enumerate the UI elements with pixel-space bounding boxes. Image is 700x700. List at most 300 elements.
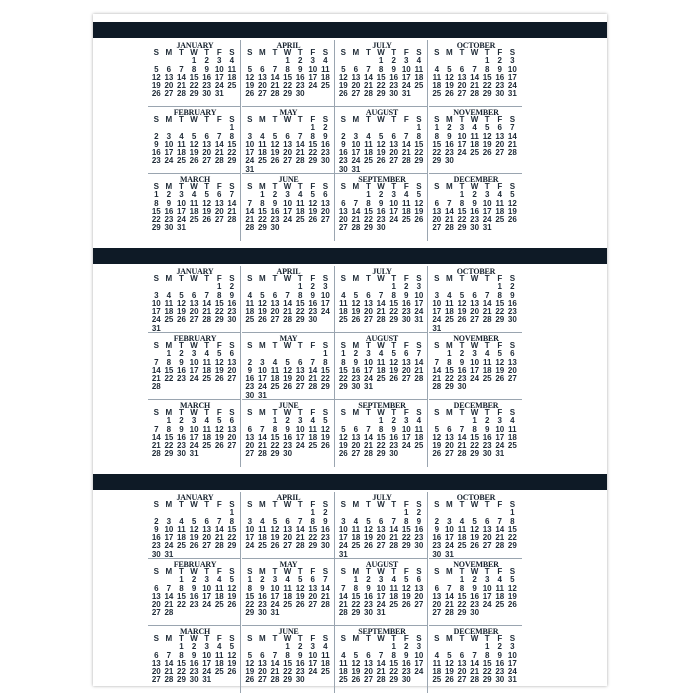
day-number: 3 xyxy=(166,131,172,141)
day-number: 30 xyxy=(401,315,411,325)
day-number: 3 xyxy=(297,416,303,426)
day-number: 30 xyxy=(401,675,411,685)
day-number: 23 xyxy=(444,148,454,158)
day-number: 6 xyxy=(260,650,265,660)
day-number: 30 xyxy=(257,608,267,618)
day-number: 30 xyxy=(389,449,399,459)
weekday-label: M xyxy=(165,48,173,57)
day-number xyxy=(481,325,494,333)
day-number: 11 xyxy=(432,658,442,668)
day-number: 23 xyxy=(495,667,505,677)
day-number: 21 xyxy=(164,600,174,610)
day-number: 21 xyxy=(270,81,280,91)
day-number: 13 xyxy=(151,658,161,668)
day-number: 22 xyxy=(245,600,255,610)
day-number: 10 xyxy=(376,583,386,593)
day-number: 23 xyxy=(151,541,161,551)
month-march xyxy=(148,626,241,693)
day-number: 25 xyxy=(507,441,517,451)
day-number: 25 xyxy=(432,675,442,685)
weekday-label: S xyxy=(247,115,253,124)
day-number: 30 xyxy=(457,382,467,392)
weekday-label: S xyxy=(153,341,159,350)
day-number: 27 xyxy=(351,89,361,99)
day-number: 11 xyxy=(339,298,348,308)
day-number: 3 xyxy=(484,575,490,585)
day-number xyxy=(319,224,332,232)
day-number: 10 xyxy=(364,357,373,367)
day-number: 4 xyxy=(472,123,477,133)
day-number: 27 xyxy=(507,374,517,384)
day-number xyxy=(213,676,226,684)
week-row xyxy=(150,383,240,391)
day-number: 16 xyxy=(320,139,330,149)
day-number xyxy=(200,383,213,391)
weekday-label: T xyxy=(179,567,184,576)
week-row xyxy=(150,316,240,324)
day-number: 18 xyxy=(295,206,305,216)
day-number: 14 xyxy=(295,139,305,149)
day-number: 6 xyxy=(229,349,235,359)
day-number xyxy=(468,383,481,391)
day-number: 24 xyxy=(495,441,505,451)
day-number: 8 xyxy=(154,198,159,208)
day-number: 25 xyxy=(414,81,424,91)
day-number: 22 xyxy=(376,441,386,451)
day-number: 6 xyxy=(434,583,440,593)
day-number: 5 xyxy=(472,516,477,526)
day-number: 1 xyxy=(459,190,465,200)
day-number: 22 xyxy=(227,148,237,158)
day-number: 5 xyxy=(341,64,346,74)
day-number: 31 xyxy=(177,223,186,233)
day-number: 18 xyxy=(457,533,467,543)
day-number: 18 xyxy=(414,432,424,442)
day-number: 15 xyxy=(283,72,293,82)
day-number: 24 xyxy=(270,600,280,610)
day-number: 23 xyxy=(470,215,480,225)
day-number: 26 xyxy=(364,541,373,551)
weekday-label: T xyxy=(272,115,278,124)
week-row xyxy=(337,450,427,458)
weekday-label: M xyxy=(352,274,360,283)
weekday-label: S xyxy=(247,48,253,57)
day-number: 11 xyxy=(495,583,504,593)
day-number: 19 xyxy=(351,307,361,317)
day-number: 13 xyxy=(295,365,305,375)
day-number: 9 xyxy=(510,290,515,300)
day-number: 21 xyxy=(202,307,212,317)
day-number xyxy=(413,224,426,232)
day-number: 21 xyxy=(376,307,386,317)
day-number: 28 xyxy=(151,382,161,392)
weekday-label: S xyxy=(509,274,516,283)
month-grid xyxy=(148,40,522,240)
day-number: 26 xyxy=(389,374,399,384)
day-number: 25 xyxy=(227,81,237,91)
day-number: 11 xyxy=(177,139,186,149)
day-number xyxy=(375,166,388,174)
day-number: 28 xyxy=(177,89,186,99)
day-number: 24 xyxy=(401,441,411,451)
day-number: 23 xyxy=(245,382,255,392)
day-number: 20 xyxy=(283,148,293,158)
day-number: 3 xyxy=(204,642,209,652)
day-number: 23 xyxy=(308,307,318,317)
day-number: 20 xyxy=(364,667,373,677)
weekday-label: F xyxy=(403,48,409,57)
day-number: 7 xyxy=(297,131,303,141)
weekday-label: T xyxy=(459,567,465,576)
day-number: 16 xyxy=(202,72,212,82)
day-number: 26 xyxy=(376,156,386,166)
weekday-label: F xyxy=(216,634,222,643)
day-number: 15 xyxy=(295,298,305,308)
day-number: 3 xyxy=(378,575,384,585)
weekday-label: S xyxy=(340,274,346,283)
day-number: 13 xyxy=(338,206,348,216)
weekday-label: T xyxy=(272,182,278,191)
day-number: 10 xyxy=(507,64,517,74)
weekday-label: T xyxy=(204,567,210,576)
day-number: 29 xyxy=(189,89,199,99)
day-number: 9 xyxy=(260,583,265,593)
day-number: 12 xyxy=(214,424,224,434)
day-number: 11 xyxy=(258,139,267,149)
day-number: 3 xyxy=(391,190,396,200)
month-name: JULY xyxy=(372,267,392,276)
day-number: 15 xyxy=(389,658,399,668)
weekday-label: S xyxy=(229,182,235,191)
week-row xyxy=(244,216,334,224)
day-number xyxy=(306,392,319,400)
weekday-label: F xyxy=(497,48,503,57)
day-number: 16 xyxy=(245,374,255,384)
weekday-label: T xyxy=(366,408,371,417)
month-october xyxy=(429,492,522,559)
month-name: MARCH xyxy=(179,627,211,636)
weekday-label: S xyxy=(247,182,253,191)
weekday-label: W xyxy=(283,500,292,509)
day-number: 29 xyxy=(470,449,480,459)
day-number: 9 xyxy=(179,424,184,434)
day-number: 4 xyxy=(260,516,265,526)
day-number: 20 xyxy=(283,533,293,543)
day-number: 6 xyxy=(285,131,290,141)
day-number: 24 xyxy=(283,215,293,225)
day-number: 19 xyxy=(308,206,318,216)
weekday-label: S xyxy=(416,341,422,350)
day-number: 19 xyxy=(177,307,186,317)
day-number: 17 xyxy=(401,432,411,442)
day-number: 3 xyxy=(497,416,502,426)
weekday-label: W xyxy=(283,567,292,576)
day-number: 15 xyxy=(164,432,174,442)
weekday-label: W xyxy=(190,115,198,124)
day-number: 21 xyxy=(507,139,517,149)
day-number: 27 xyxy=(401,374,411,384)
day-number: 12 xyxy=(257,298,267,308)
day-number: 2 xyxy=(416,508,422,518)
week-row xyxy=(337,676,427,684)
weekday-label: T xyxy=(272,634,278,643)
day-number: 11 xyxy=(177,524,186,534)
month-october xyxy=(429,40,522,107)
weekday-label: S xyxy=(322,48,329,57)
week-row xyxy=(244,157,334,165)
day-number: 10 xyxy=(507,650,517,660)
day-number: 13 xyxy=(308,583,318,593)
day-number xyxy=(213,551,226,559)
weekday-label: T xyxy=(391,634,397,643)
day-number: 5 xyxy=(247,650,253,660)
weekday-label: F xyxy=(310,274,316,283)
day-number: 15 xyxy=(177,591,186,601)
day-number: 22 xyxy=(338,374,348,384)
day-number: 22 xyxy=(164,441,174,451)
day-number: 4 xyxy=(323,642,328,652)
day-number: 17 xyxy=(401,72,411,82)
day-number: 11 xyxy=(202,357,211,367)
day-number: 26 xyxy=(495,374,505,384)
day-number: 18 xyxy=(177,148,186,158)
weekday-label: F xyxy=(403,182,409,191)
day-number: 9 xyxy=(472,583,477,593)
day-number: 12 xyxy=(227,583,237,593)
day-number xyxy=(294,166,307,174)
day-number: 6 xyxy=(416,575,422,585)
day-number: 7 xyxy=(272,64,278,74)
day-number: 12 xyxy=(308,198,318,208)
day-number: 15 xyxy=(444,365,454,375)
day-number: 30 xyxy=(338,164,348,174)
day-number: 1 xyxy=(179,575,184,585)
day-number: 3 xyxy=(260,357,265,367)
weekday-label: S xyxy=(229,48,235,57)
day-number: 12 xyxy=(245,658,255,668)
weekday-label: T xyxy=(366,500,371,509)
day-number: 24 xyxy=(189,374,199,384)
day-number: 6 xyxy=(272,290,278,300)
day-number: 27 xyxy=(283,156,293,166)
day-number: 21 xyxy=(245,215,255,225)
day-number: 16 xyxy=(164,206,174,216)
day-number: 8 xyxy=(391,290,396,300)
day-number: 15 xyxy=(432,139,442,149)
weekday-label: T xyxy=(179,634,184,643)
day-number xyxy=(226,450,239,458)
month-name: OCTOBER xyxy=(456,267,496,276)
day-number: 21 xyxy=(177,81,186,91)
weekday-label: T xyxy=(459,634,465,643)
day-number xyxy=(175,551,188,559)
day-number: 8 xyxy=(272,424,278,434)
month-june xyxy=(242,400,335,467)
day-number: 29 xyxy=(457,223,467,233)
weekday-label: T xyxy=(484,634,490,643)
day-number: 14 xyxy=(351,206,361,216)
weekday-label: T xyxy=(484,341,490,350)
year-calendar xyxy=(93,240,607,466)
day-number: 9 xyxy=(229,290,235,300)
day-number: 6 xyxy=(434,198,440,208)
week-row xyxy=(337,542,427,550)
weekday-label: M xyxy=(446,274,453,283)
day-number: 6 xyxy=(204,131,209,141)
weekday-label: F xyxy=(497,567,503,576)
day-number: 24 xyxy=(432,315,442,325)
month-name: DECEMBER xyxy=(453,175,499,184)
day-number: 14 xyxy=(214,139,224,149)
weekday-label: M xyxy=(165,500,173,509)
weekday-label: S xyxy=(416,182,422,191)
month-name: JUNE xyxy=(278,175,299,184)
day-number: 5 xyxy=(247,64,253,74)
day-number: 24 xyxy=(308,81,318,91)
day-number: 14 xyxy=(482,298,492,308)
day-number: 2 xyxy=(391,416,396,426)
day-number xyxy=(226,609,239,617)
day-number: 3 xyxy=(154,290,159,300)
day-number: 21 xyxy=(444,600,454,610)
month-november xyxy=(429,107,522,174)
day-number: 16 xyxy=(283,432,293,442)
day-number: 22 xyxy=(389,667,399,677)
day-number: 28 xyxy=(444,608,454,618)
day-number: 15 xyxy=(414,139,424,149)
day-number: 9 xyxy=(204,64,209,74)
weekday-label: M xyxy=(446,408,453,417)
day-number: 28 xyxy=(295,156,305,166)
day-number: 22 xyxy=(214,307,224,317)
weekday-label: W xyxy=(377,274,385,283)
day-number: 18 xyxy=(389,591,399,601)
day-number: 23 xyxy=(270,215,280,225)
weekday-label: F xyxy=(497,408,503,417)
weekday-label: S xyxy=(322,634,329,643)
weekday-label: F xyxy=(310,408,316,417)
day-number: 20 xyxy=(295,374,305,384)
day-number: 3 xyxy=(272,575,278,585)
weekday-label: T xyxy=(297,48,303,57)
day-number xyxy=(226,325,239,333)
day-number xyxy=(493,157,506,165)
day-number xyxy=(188,551,201,559)
day-number: 11 xyxy=(227,64,237,74)
day-number: 22 xyxy=(414,148,424,158)
day-number: 28 xyxy=(432,382,442,392)
day-number: 9 xyxy=(179,357,184,367)
day-number: 1 xyxy=(310,123,315,133)
day-number: 8 xyxy=(341,357,346,367)
month-name: MAY xyxy=(279,108,298,117)
day-number: 19 xyxy=(295,591,305,601)
day-number: 31 xyxy=(245,164,255,174)
day-number: 7 xyxy=(217,131,222,141)
day-number: 24 xyxy=(389,215,399,225)
day-number: 2 xyxy=(404,642,409,652)
day-number: 9 xyxy=(323,516,328,526)
day-number: 31 xyxy=(507,89,517,99)
day-number: 23 xyxy=(320,533,330,543)
day-number: 16 xyxy=(177,365,186,375)
day-number: 30 xyxy=(270,223,280,233)
day-number xyxy=(306,90,319,98)
weekday-label: S xyxy=(509,567,516,576)
weekday-label: M xyxy=(352,182,360,191)
day-number: 7 xyxy=(310,357,315,367)
day-number: 7 xyxy=(378,290,384,300)
day-number: 5 xyxy=(484,123,490,133)
weekday-label: S xyxy=(153,408,159,417)
day-number: 19 xyxy=(444,81,454,91)
day-number: 6 xyxy=(247,424,253,434)
day-number: 20 xyxy=(351,81,361,91)
weekday-header-row xyxy=(337,275,427,283)
weekday-label: S xyxy=(229,274,235,283)
day-number: 29 xyxy=(389,315,399,325)
weekday-label: F xyxy=(216,115,222,124)
weekday-label: M xyxy=(259,567,266,576)
day-number: 25 xyxy=(202,374,212,384)
day-number: 25 xyxy=(457,541,467,551)
day-number: 30 xyxy=(283,449,293,459)
weekday-label: T xyxy=(297,408,303,417)
day-number: 21 xyxy=(482,307,492,317)
month-name: JULY xyxy=(372,493,392,502)
day-number: 18 xyxy=(495,206,505,216)
day-number: 29 xyxy=(214,315,224,325)
day-number: 16 xyxy=(227,298,237,308)
day-number: 31 xyxy=(351,164,361,174)
day-number: 25 xyxy=(164,315,174,325)
day-number xyxy=(468,157,481,165)
weekday-header-row xyxy=(150,275,240,283)
day-number: 25 xyxy=(495,600,505,610)
day-number: 10 xyxy=(495,424,505,434)
day-number: 26 xyxy=(270,541,280,551)
week-row xyxy=(337,166,427,174)
weekday-label: S xyxy=(434,500,440,509)
day-number: 29 xyxy=(389,675,399,685)
day-number: 30 xyxy=(320,541,330,551)
day-number: 29 xyxy=(432,156,442,166)
day-number: 7 xyxy=(510,123,515,133)
day-number: 24 xyxy=(164,541,174,551)
month-name: JANUARY xyxy=(176,493,214,502)
day-number: 23 xyxy=(482,441,492,451)
day-number: 13 xyxy=(283,139,293,149)
day-number: 10 xyxy=(295,424,305,434)
day-number xyxy=(294,609,307,617)
day-number: 20 xyxy=(457,667,467,677)
day-number: 20 xyxy=(227,432,237,442)
weekday-label: S xyxy=(153,115,159,124)
day-number: 27 xyxy=(257,675,267,685)
weekday-label: T xyxy=(204,48,210,57)
day-number: 30 xyxy=(164,223,174,233)
month-july xyxy=(335,40,428,107)
day-number xyxy=(188,609,201,617)
day-number: 7 xyxy=(472,64,477,74)
day-number: 22 xyxy=(283,667,293,677)
weekday-label: S xyxy=(322,408,329,417)
day-number: 14 xyxy=(151,365,161,375)
day-number xyxy=(163,325,176,333)
day-number: 30 xyxy=(495,89,505,99)
day-number: 11 xyxy=(508,424,517,434)
weekday-label: T xyxy=(459,500,465,509)
